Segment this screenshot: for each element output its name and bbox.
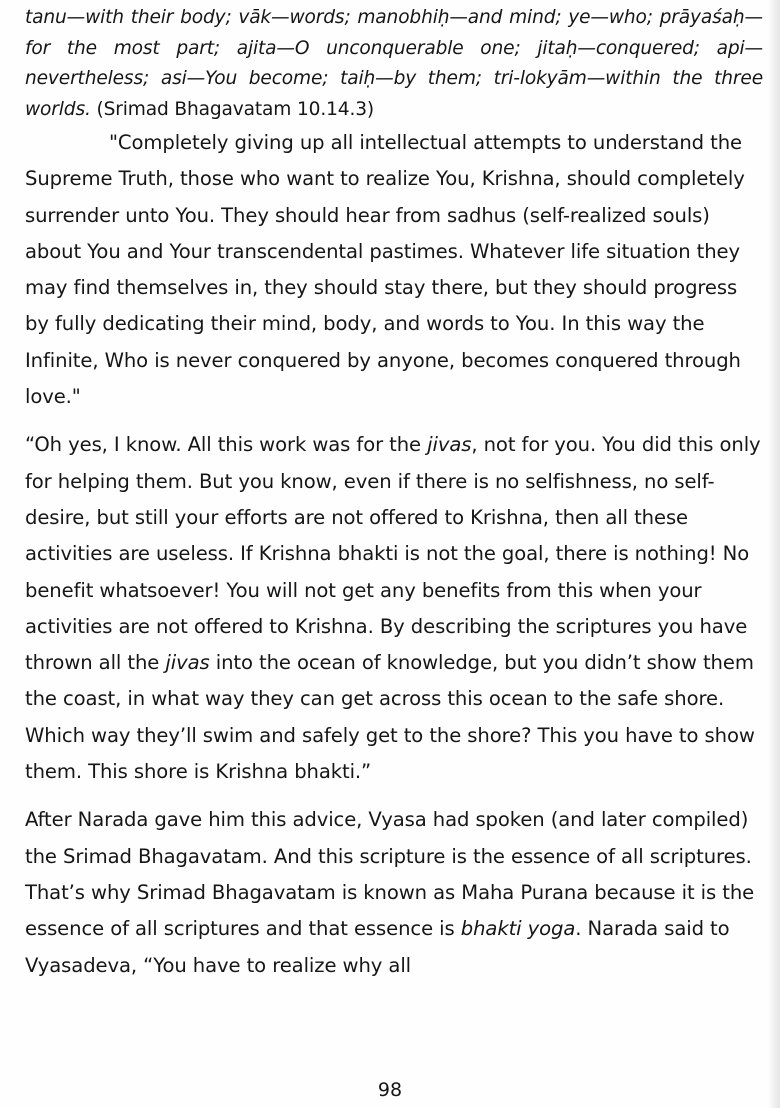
paragraph-2-text-2: , not for you. You did this only for helping them. But you know, even if there is no selfishness, no self-desire, but still your efforts are not offered to Krishna, then all these activities are useless. If Krishna bhakti is not the goal, there is nothing! No benefit whatsoever! You will not get any benefits from this when your activities are not offered to Krishna. By describing the scriptures you have thrown all the <box>25 433 761 675</box>
paragraph-3-text-1: After Narada gave him this advice, Vyasa had spoken (and later compiled) the Srimad Bhagavatam. And this scripture is the essence of all scriptures. That’s why Srimad Bhagavatam is known as Maha Purana because it is the essence of all scriptures and that essence is <box>25 808 755 941</box>
paragraph-2 <box>25 427 763 790</box>
paragraph-3-emphasis-1: bhakti yoga <box>460 917 576 941</box>
verse-translation: "Completely giving up all intellectual attempts to understand the Supreme Truth, those who want to realize You, Krishna, should completely surrender unto You. They should hear from sadhus (self-realized souls) about You and Your transcendental pastimes. Whatever life situation they may find themselves in, they should stay there, but they should progress by fully dedicating their mind, body, and words to You. In this way the Infinite, Who is never conquered by anyone, becomes conquered through love." <box>25 131 745 409</box>
verse-citation: (Srimad Bhagavatam 10.14.3) <box>96 98 375 120</box>
paragraph-2-text-3: into the ocean of knowledge, but you didn’t show them the coast, in what way they can get across this ocean to the safe shore. Which way they’ll swim and safely get to the shore? This you have to show them. This shore is Krishna bhakti.” <box>25 651 755 784</box>
page-edge-shadow <box>768 0 780 1108</box>
page-content <box>25 3 763 984</box>
verse-gloss: tanu—with their body; vāk—words; manobhiḥ—and mind; ye—who; prāyaśaḥ—for the most part; ajita—O unconquerable one; jitaḥ—conquered; api—nevertheless; asi—You become; taiḥ—by them; tri-lokyām—within the three worlds. <box>25 7 763 120</box>
paragraph-2-emphasis-1: jivas <box>427 433 472 457</box>
paragraph-2-text-1: “Oh yes, I know. All this work was for the <box>25 433 428 457</box>
paragraph-3 <box>25 802 763 983</box>
verse-gloss-block <box>25 3 763 125</box>
page-number: 98 <box>377 1079 403 1101</box>
paragraph-2-emphasis-2: jivas <box>165 651 210 675</box>
paragraph-3-text-2: . Narada said to Vyasadeva, “You have to realize why all <box>25 917 730 977</box>
